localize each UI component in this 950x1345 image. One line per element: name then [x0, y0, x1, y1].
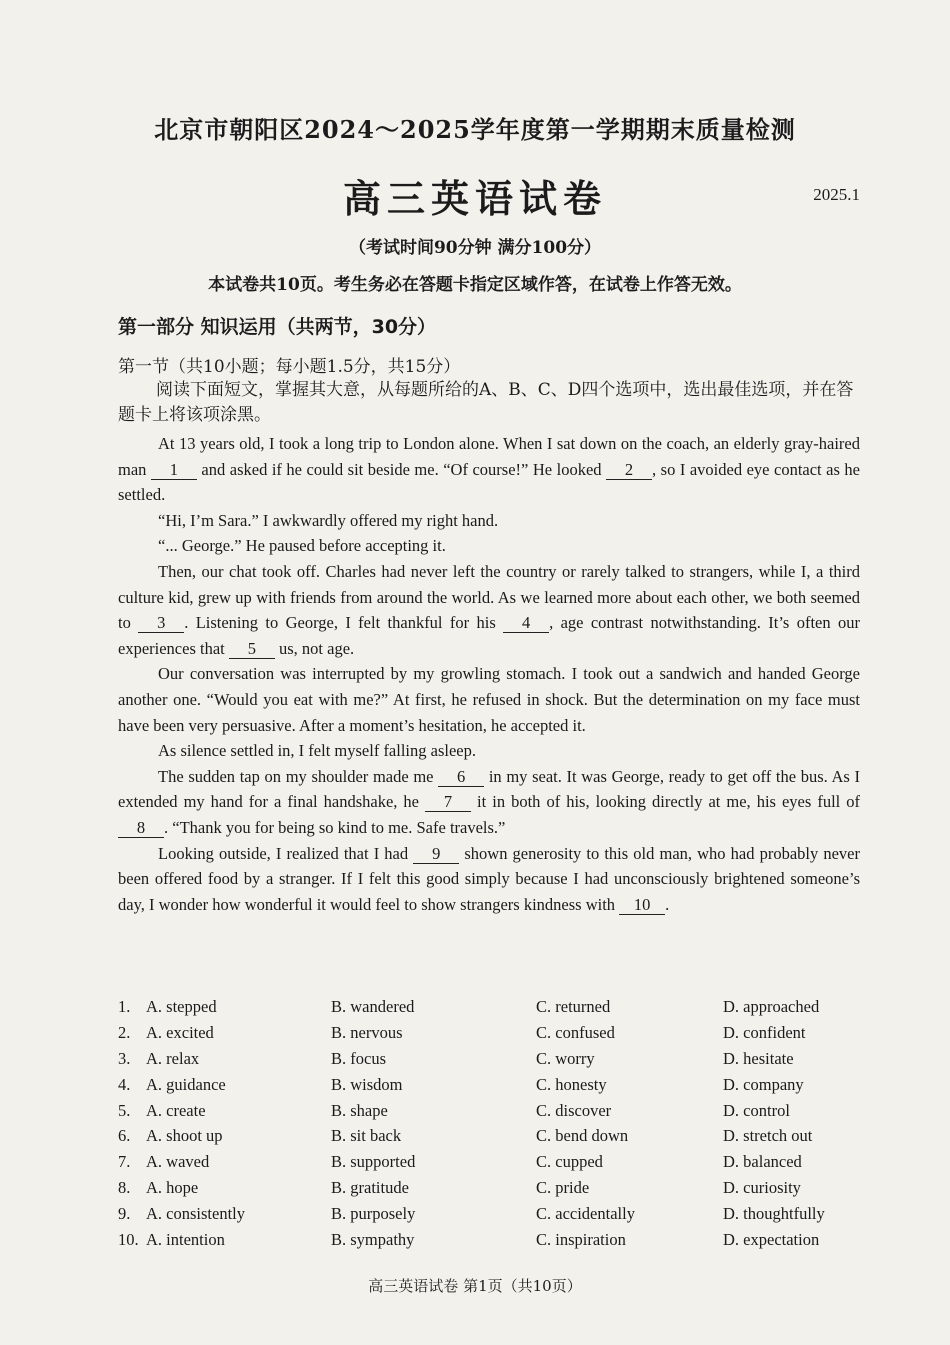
option-d: D. curiosity [723, 1178, 801, 1198]
option-c: C. bend down [536, 1126, 629, 1146]
option-c: C. returned [536, 997, 611, 1016]
question-number: 6. [118, 1126, 131, 1146]
option-b: B. gratitude [331, 1178, 409, 1198]
page-footer: 高三英语试卷 第1页（共10页） [368, 1277, 582, 1295]
option-c: C. confused [536, 1022, 615, 1042]
passage-text: in my seat. It was George, ready to get off the bus. As I extended my hand for a final handshake, he [118, 766, 860, 812]
option-d: D. hesitate [723, 1048, 794, 1068]
option-b: B. wisdom [331, 1074, 403, 1094]
passage-text: At 13 years old, I took a long trip to London alone. When I sat down on the coach, an elderly gray-haired man [118, 434, 860, 479]
option-b: B. nervous [331, 1022, 403, 1042]
exam-notice: 本试卷共10页。考生务必在答题卡指定区域作答，在试卷上作答无效。 [208, 275, 742, 295]
passage-text: us, not age. [274, 638, 355, 658]
option-b: B. supported [331, 1152, 416, 1172]
passage-text: Then, our chat took off. Charles had never left the country or rarely talked to strangers, while I, a third culture kid, grew up with friends from around the world. As we learned more about each other, we both seemed to [118, 561, 860, 633]
option-b: B. purposely [331, 1204, 416, 1224]
exam-date: 2025.1 [813, 185, 860, 204]
blank-7: 7 [425, 792, 471, 812]
option-a: A. create [146, 1100, 206, 1120]
question-number: 4. [118, 1074, 131, 1094]
question-row [118, 1101, 860, 1127]
blank-1: 1 [151, 460, 197, 480]
passage-paragraph [118, 533, 860, 559]
option-d: D. thoughtfully [723, 1204, 825, 1224]
question-row [118, 1023, 860, 1049]
passage-text: , so I avoided eye contact as he settled. [118, 459, 860, 505]
passage-text: “... George.” He paused before accepting it. [158, 536, 446, 556]
question-number: 7. [118, 1152, 131, 1172]
option-a: A. consistently [146, 1204, 245, 1224]
option-a: A. hope [146, 1178, 199, 1198]
cloze-passage [118, 431, 860, 917]
passage-text: Our conversation was interrupted by my growling stomach. I took out a sandwich and handed George another one. “Would you eat with me?” At first, he refused in shock. But the determination on my face must have been very persuasive. After a moment’s hesitation, he accepted it. [118, 664, 860, 735]
option-c: C. pride [536, 1178, 590, 1198]
option-a: A. shoot up [146, 1126, 223, 1146]
section-heading: 第一节（共10小题；每小题1.5分，共15分） [118, 357, 461, 377]
option-d: D. stretch out [723, 1126, 813, 1146]
question-row [118, 1126, 860, 1152]
passage-text: it in both of his, looking directly at me, his eyes full of [471, 792, 860, 812]
passage-text: . “Thank you for being so kind to me. Safe travels.” [164, 817, 506, 837]
blank-2: 2 [606, 460, 652, 480]
option-a: A. relax [146, 1048, 200, 1068]
exam-header-title: 北京市朝阳区2024～2025学年度第一学期期末质量检测 [154, 115, 796, 144]
passage-text: The sudden tap on my shoulder made me [158, 766, 439, 786]
option-a: A. waved [146, 1152, 210, 1172]
question-number: 5. [118, 1100, 131, 1120]
option-a: A. stepped [146, 997, 217, 1016]
question-number: 8. [118, 1178, 131, 1198]
option-d: D. confident [723, 1022, 806, 1042]
option-c: C. honesty [536, 1074, 607, 1094]
question-row [118, 1152, 860, 1178]
option-c: C. cupped [536, 1152, 603, 1172]
blank-5: 5 [229, 639, 275, 659]
part-heading: 第一部分 知识运用（共两节，30分） [118, 316, 437, 338]
passage-text: “Hi, I’m Sara.” I awkwardly offered my right hand. [158, 510, 499, 530]
option-a: A. intention [146, 1230, 225, 1250]
passage-paragraph [118, 764, 860, 841]
passage-paragraph [118, 559, 860, 661]
answer-options [118, 997, 860, 1256]
passage-text: shown generosity to this old man, who had probably never been offered food by a stranger. If I felt this good simply because I had unconsciously brightened someone’s day, I wonder how wonderful it would feel to show strangers kindness with [118, 843, 860, 914]
option-b: B. wandered [331, 997, 415, 1016]
passage-paragraph [118, 431, 860, 508]
option-d: D. control [723, 1100, 790, 1120]
passage-text: As silence settled in, I felt myself falling asleep. [158, 741, 476, 761]
passage-text: . Listening to George, I felt thankful for his [184, 613, 504, 633]
question-number: 2. [118, 1022, 131, 1042]
question-row [118, 1075, 860, 1101]
question-number: 9. [118, 1204, 131, 1224]
option-b: B. focus [331, 1048, 386, 1068]
blank-4: 4 [503, 613, 549, 633]
option-c: C. discover [536, 1100, 612, 1120]
blank-8: 8 [118, 818, 164, 838]
option-d: D. expectation [723, 1230, 820, 1250]
question-row [118, 997, 860, 1023]
blank-6: 6 [438, 767, 484, 787]
question-row [118, 1178, 860, 1204]
passage-text: , age contrast notwithstanding. It’s often our experiences that [118, 613, 860, 658]
question-row [118, 1204, 860, 1230]
blank-9: 9 [413, 844, 459, 864]
question-row [118, 1230, 860, 1256]
section-instructions: 阅读下面短文，掌握其大意，从每题所给的A、B、C、D四个选项中，选出最佳选项，并在答题卡上将该项涂黑。 [118, 380, 854, 425]
question-number: 3. [118, 1048, 131, 1068]
question-number: 1. [118, 997, 131, 1016]
passage-text: and asked if he could sit beside me. “Of course!” He looked [196, 459, 607, 479]
passage-paragraph [118, 661, 860, 738]
option-d: D. company [723, 1074, 804, 1094]
option-d: D. approached [723, 997, 820, 1016]
option-d: D. balanced [723, 1152, 802, 1172]
passage-text: . [665, 894, 670, 914]
passage-paragraph [118, 738, 860, 764]
passage-text: Looking outside, I realized that I had [158, 843, 414, 863]
passage-paragraph [118, 508, 860, 534]
blank-10: 10 [619, 895, 665, 915]
question-row [118, 1049, 860, 1075]
blank-3: 3 [138, 613, 184, 633]
option-c: C. inspiration [536, 1230, 626, 1250]
exam-duration: （考试时间90分钟 满分100分） [348, 238, 602, 258]
question-number: 10. [118, 1230, 139, 1250]
option-c: C. accidentally [536, 1204, 635, 1224]
option-b: B. shape [331, 1100, 388, 1120]
exam-subject-title: 高三英语试卷 [342, 176, 607, 221]
option-a: A. guidance [146, 1074, 226, 1094]
option-b: B. sympathy [331, 1230, 415, 1250]
option-a: A. excited [146, 1022, 214, 1042]
option-b: B. sit back [331, 1126, 402, 1146]
option-c: C. worry [536, 1048, 595, 1068]
passage-paragraph [118, 841, 860, 918]
